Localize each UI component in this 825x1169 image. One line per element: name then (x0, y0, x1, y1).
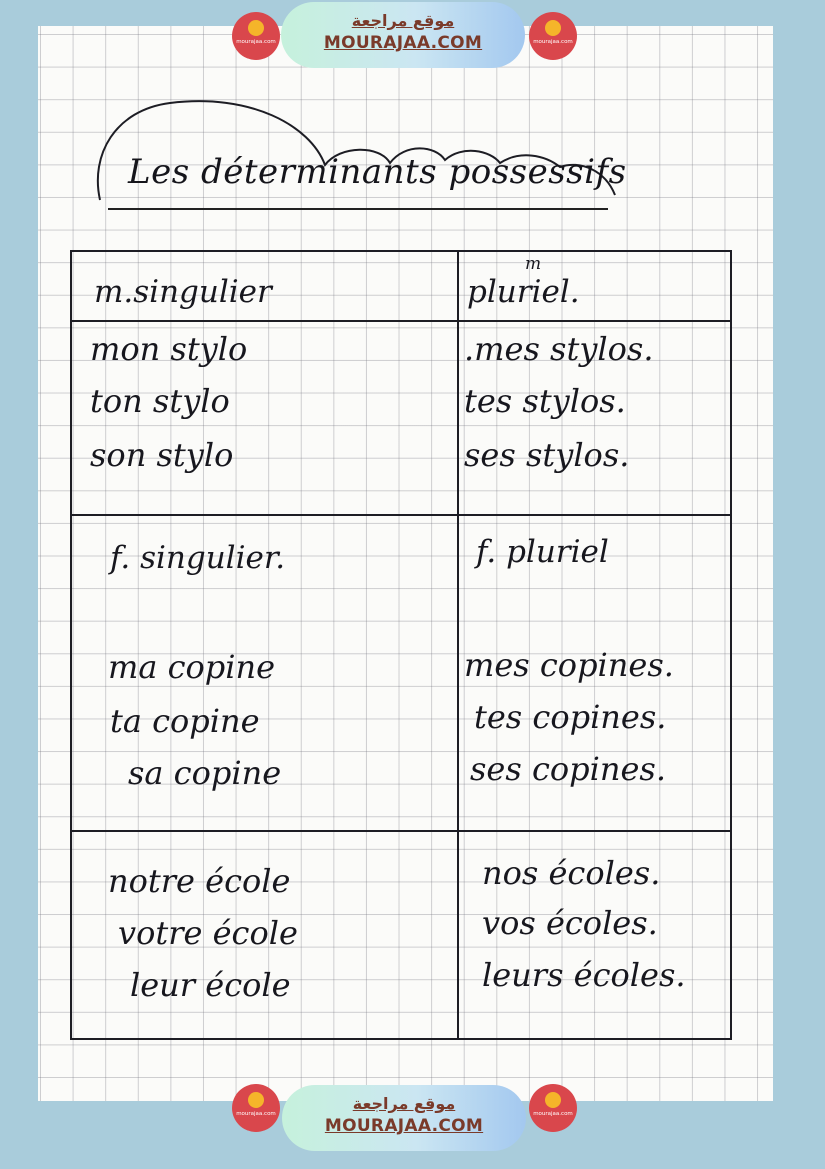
cell-plural-owner-singular: notre école (108, 862, 291, 900)
cell-masc-plural: tes stylos. (464, 382, 626, 420)
cell-fem-singular: sa copine (128, 754, 282, 792)
site-name-latin[interactable]: MOURAJAA.COM (324, 1116, 484, 1136)
header-fem-singular: f. singulier. (110, 540, 286, 576)
header-fem-plural: f. pluriel (476, 534, 609, 570)
cell-fem-plural: mes copines. (464, 646, 674, 684)
site-name-arabic[interactable]: موقع مراجعة (351, 11, 455, 30)
header-masc-plural: pluriel. (467, 274, 580, 310)
cell-masc-singular: son stylo (90, 436, 234, 474)
header-divider (72, 320, 730, 322)
cell-fem-plural: tes copines. (474, 698, 667, 736)
cell-plural-owner-plural: leurs écoles. (482, 956, 686, 994)
section-divider (72, 830, 730, 832)
column-divider (457, 252, 459, 1038)
header-masc-plural-sup: m (525, 254, 542, 274)
cell-plural-owner-plural: vos écoles. (482, 904, 658, 942)
site-logo-icon[interactable]: mourajaa.com (232, 12, 280, 60)
site-name-latin[interactable]: MOURAJAA.COM (323, 33, 483, 53)
cell-fem-singular: ma copine (108, 648, 276, 686)
page-title: Les déterminants possessifs (128, 152, 627, 192)
site-badge-bottom[interactable] (282, 1085, 526, 1151)
cell-plural-owner-singular: votre école (118, 914, 298, 952)
site-logo-icon[interactable]: mourajaa.com (529, 12, 577, 60)
cell-fem-plural: ses copines. (470, 750, 666, 788)
possessive-table (70, 250, 732, 1040)
cell-plural-owner-plural: nos écoles. (482, 854, 661, 892)
header-masc-singular: m.singulier (94, 274, 272, 310)
title-underline (108, 208, 608, 210)
cell-plural-owner-singular: leur école (130, 966, 291, 1004)
cell-masc-singular: ton stylo (90, 382, 230, 420)
cell-masc-plural: ses stylos. (464, 436, 630, 474)
cell-masc-plural: .mes stylos. (464, 330, 654, 368)
section-divider (72, 514, 730, 516)
site-name-arabic[interactable]: موقع مراجعة (352, 1094, 456, 1113)
site-logo-icon[interactable]: mourajaa.com (232, 1084, 280, 1132)
site-badge-top[interactable] (281, 2, 525, 68)
cell-fem-singular: ta copine (110, 702, 260, 740)
cell-masc-singular: mon stylo (90, 330, 248, 368)
site-logo-icon[interactable]: mourajaa.com (529, 1084, 577, 1132)
